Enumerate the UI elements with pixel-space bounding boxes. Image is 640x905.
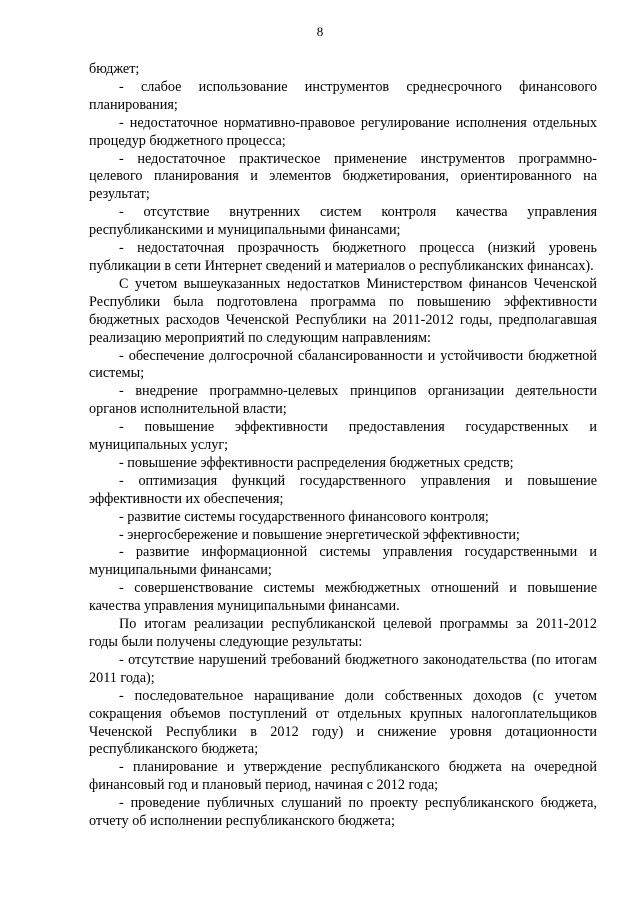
paragraph: - проведение публичных слушаний по проекту республиканского бюджета, отчету об исполнении республиканского бюджета; — [89, 795, 597, 830]
paragraph: - недостаточное практическое применение инструментов программно-целевого планирования и элементов бюджетирования, ориентированного на результат; — [89, 150, 597, 203]
paragraph: - слабое использование инструментов среднесрочного финансового планирования; — [89, 78, 597, 113]
paragraph: - оптимизация функций государственного управления и повышение эффективности их обеспечения; — [89, 472, 597, 507]
paragraph: - планирование и утверждение республиканского бюджета на очередной финансовый год и плановый период, начиная с 2012 года; — [89, 759, 597, 794]
page-number: 8 — [316, 24, 324, 39]
paragraph: - развитие информационной системы управления государственными и муниципальными финансами; — [89, 544, 597, 579]
paragraph: - отсутствие внутренних систем контроля качества управления республиканскими и муниципальными финансами; — [89, 204, 597, 239]
paragraph: - повышение эффективности распределения бюджетных средств; — [119, 454, 514, 471]
paragraph: - недостаточное нормативно-правовое регулирование исполнения отдельных процедур бюджетного процесса; — [89, 114, 597, 149]
paragraph: По итогам реализации республиканской целевой программы за 2011-2012 годы были получены следующие результаты: — [89, 616, 597, 650]
paragraph: С учетом вышеуказанных недостатков Министерством финансов Чеченской Республики была подготовлена программа по повышению эффективности бюджетных расходов Чеченской Республики на 2011-2012 годы, предполагавшая реализацию мероприятий по следующим направлениям: — [89, 275, 597, 346]
paragraph: - недостаточная прозрачность бюджетного процесса (низкий уровень публикации в сети Интернет сведений и материалов о республиканских финансах). — [89, 240, 597, 274]
paragraph: - энергосбережение и повышение энергетической эффективности; — [119, 526, 520, 543]
paragraph: бюджет; — [89, 61, 140, 77]
paragraph: - повышение эффективности предоставления государственных и муниципальных услуг; — [89, 419, 597, 454]
paragraph: - совершенствование системы межбюджетных отношений и повышение качества управления муниципальными финансами. — [89, 580, 597, 615]
paragraph: - последовательное наращивание доли собственных доходов (с учетом сокращения объемов поступлений от отдельных крупных налогоплательщиков Чеченской Республики в 2012 году) и снижение уровня дотационности республиканского бюджета; — [89, 687, 597, 758]
paragraph: - отсутствие нарушений требований бюджетного законодательства (по итогам 2011 года); — [89, 651, 597, 686]
paragraph: - внедрение программно-целевых принципов организации деятельности органов исполнительной власти; — [89, 383, 597, 418]
paragraph: - развитие системы государственного финансового контроля; — [119, 508, 489, 525]
paragraph: - обеспечение долгосрочной сбалансированности и устойчивости бюджетной системы; — [89, 347, 597, 382]
document-body — [89, 61, 597, 831]
